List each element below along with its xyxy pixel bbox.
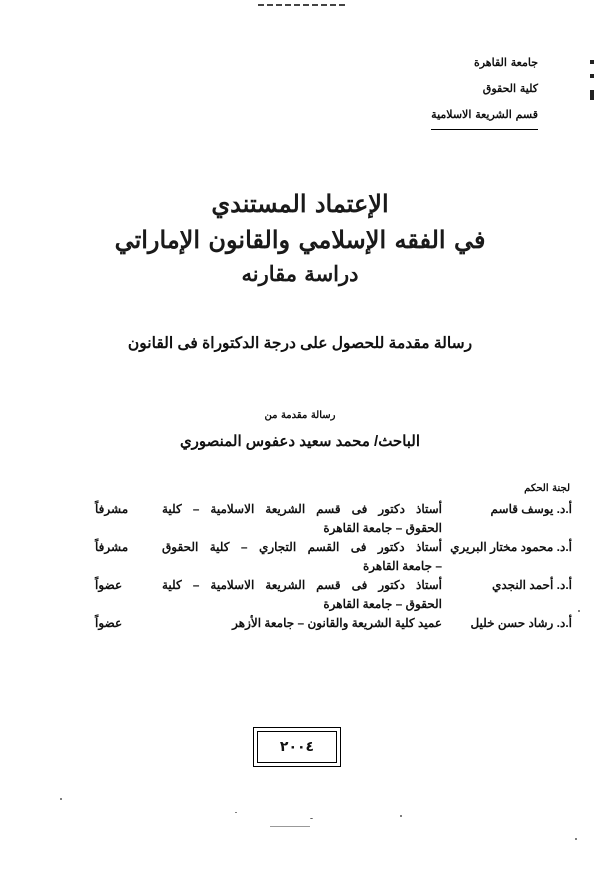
member-name: أ.د. أحمد النجدي — [491, 578, 572, 592]
member-role: مشرفاً — [95, 502, 129, 516]
member-role: مشرفاً — [95, 540, 129, 554]
committee-member — [95, 614, 572, 633]
member-role: عضواً — [95, 578, 123, 592]
member-name: أ.د. محمود مختار البريري — [450, 540, 572, 554]
institution-header — [431, 50, 538, 130]
member-name: أ.د. يوسف قاسم — [490, 502, 572, 516]
thesis-subtitle: رسالة مقدمة للحصول على درجة الدكتوراة فى القانون — [127, 335, 473, 352]
member-description-line-2: – جامعة القاهرة — [362, 559, 442, 573]
member-description-line-2: الحقوق – جامعة القاهرة — [323, 597, 442, 611]
member-description — [162, 614, 442, 633]
year-label: ٢٠٠٤ — [257, 731, 337, 763]
committee-title: لجنة الحكم — [524, 483, 570, 494]
department-name: قسم الشريعة الاسلامية — [431, 102, 538, 130]
title-line-2: في الفقه الإسلامي والقانون الإماراتي — [114, 225, 486, 254]
presented-by-label: رسالة مقدمة من — [264, 410, 336, 421]
member-description-line-1: عميد كلية الشريعة والقانون – جامعة الأزهر — [232, 616, 442, 630]
member-description-line-1: أستاذ دكتور فى قسم الشريعة الاسلامية – كلية — [162, 502, 442, 516]
member-description-line-2: الحقوق – جامعة القاهرة — [323, 521, 442, 535]
member-description — [162, 500, 442, 538]
member-description-line-1: أستاذ دكتور فى القسم التجاري – كلية الحقوق — [162, 540, 442, 554]
scan-artifact-top — [258, 4, 348, 6]
committee-member — [95, 538, 572, 576]
thesis-title — [0, 186, 600, 290]
university-name: جامعة القاهرة — [473, 56, 538, 69]
researcher-name: الباحث/ محمد سعيد دعفوس المنصوري — [179, 433, 421, 450]
member-name: أ.د. رشاد حسن خليل — [470, 616, 572, 630]
faculty-name: كلية الحقوق — [482, 82, 538, 95]
title-line-3: دراسة مقارنه — [241, 261, 359, 286]
title-line-1: الإعتماد المستندي — [211, 189, 389, 218]
year-box — [253, 727, 341, 767]
committee-list — [95, 500, 572, 633]
member-description-line-1: أستاذ دكتور فى قسم الشريعة الاسلامية – كلية — [162, 578, 442, 592]
committee-member — [95, 576, 572, 614]
scan-artifact-edge — [584, 60, 594, 110]
member-description — [162, 538, 442, 576]
member-description — [162, 576, 442, 614]
committee-member — [95, 500, 572, 538]
member-role: عضواً — [95, 616, 123, 630]
